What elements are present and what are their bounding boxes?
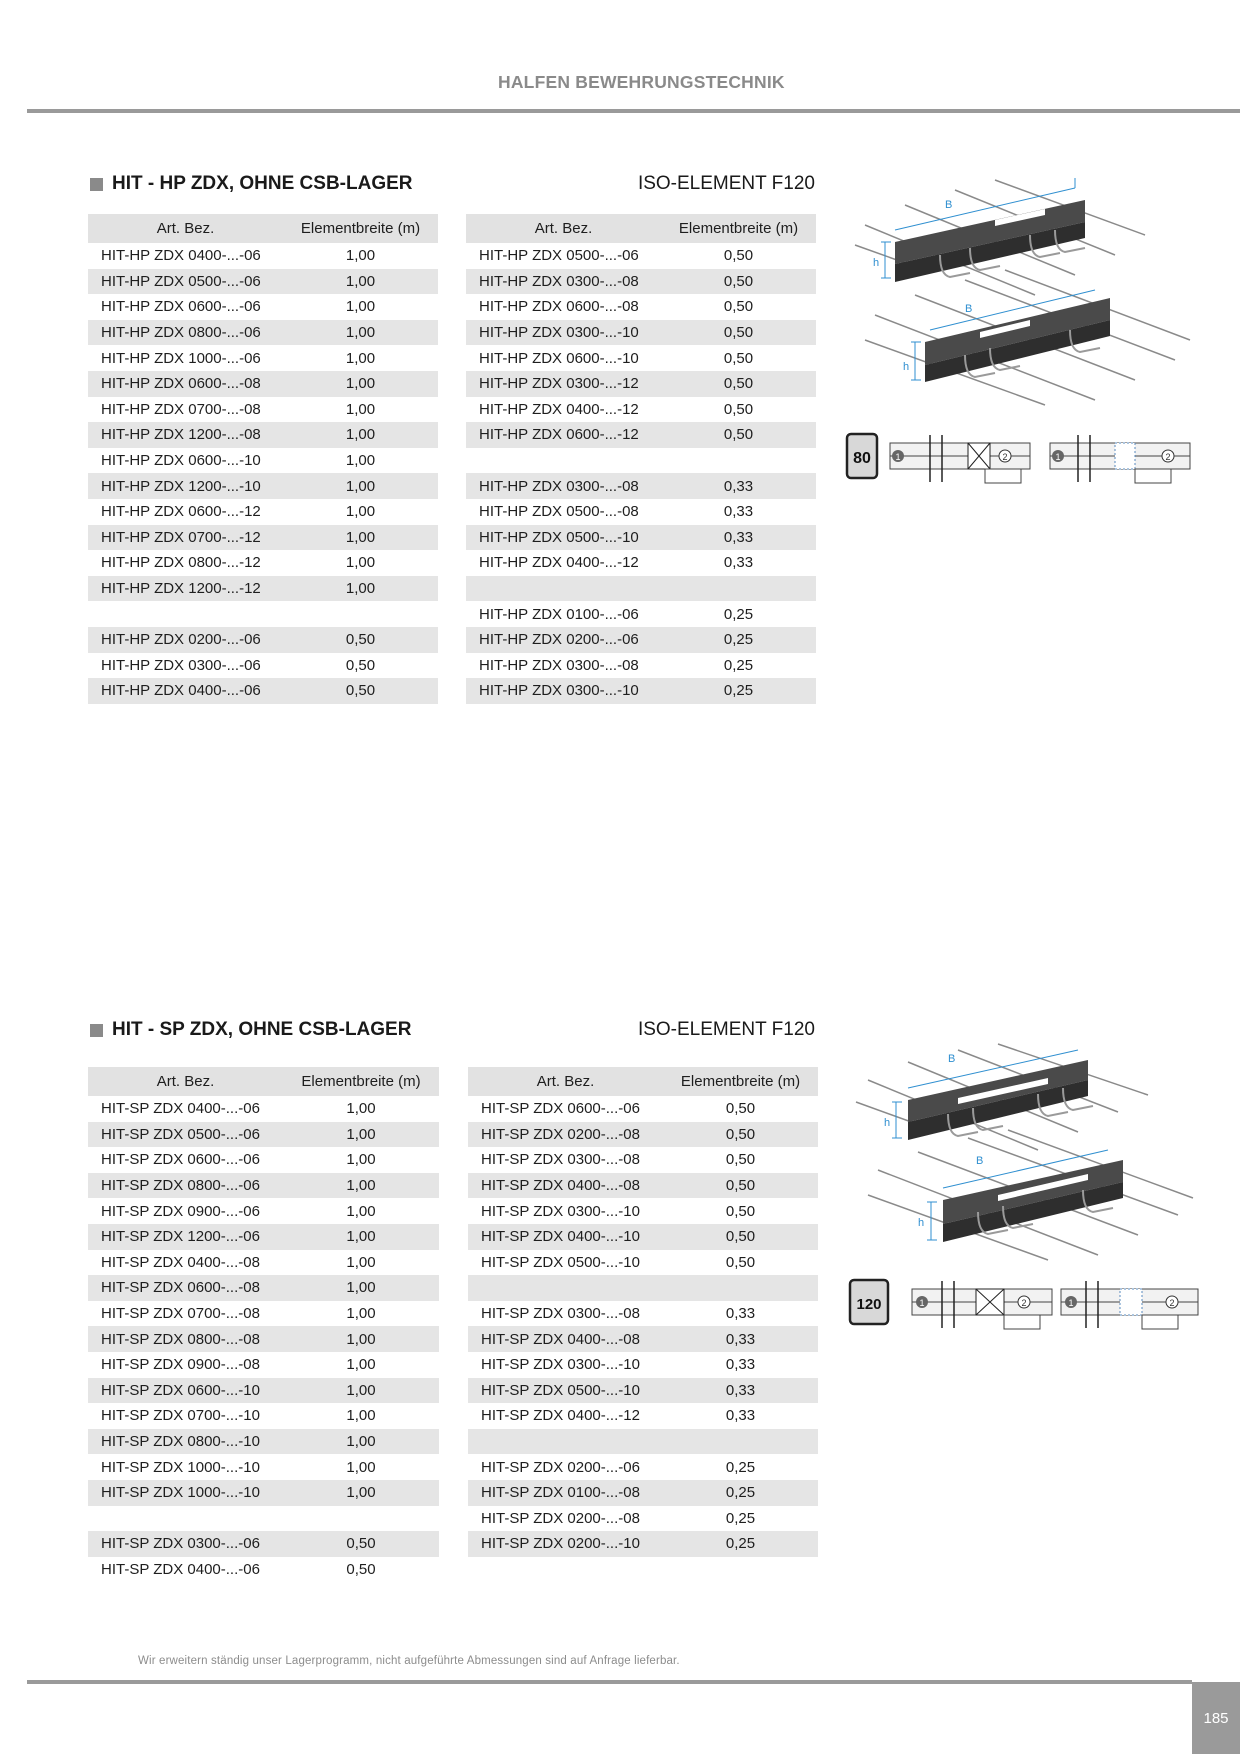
elementbreite-cell: 0,50 xyxy=(661,422,816,448)
art-bez-cell: HIT-HP ZDX 1200-...-12 xyxy=(88,576,283,602)
table-row xyxy=(468,1301,818,1327)
art-bez-cell: HIT-SP ZDX 1000-...-10 xyxy=(101,1458,260,1476)
table-row xyxy=(466,601,816,627)
table-row xyxy=(88,550,438,576)
elementbreite-cell: 0,33 xyxy=(725,1356,756,1374)
elementbreite-cell: 0,50 xyxy=(725,1202,756,1220)
art-bez-cell: HIT-SP ZDX 0400-...-12 xyxy=(481,1407,640,1425)
elementbreite-cell: 1,00 xyxy=(283,1480,439,1506)
elementbreite-cell: 0,25 xyxy=(663,1480,818,1506)
art-bez-cell: HIT-SP ZDX 1000-...-10 xyxy=(88,1480,283,1506)
square-bullet-icon xyxy=(90,1024,103,1037)
table-row xyxy=(468,1224,818,1250)
elementbreite-cell: 0,50 xyxy=(723,247,754,265)
table-row xyxy=(88,653,438,679)
elementbreite-cell: 0,50 xyxy=(663,1173,818,1199)
art-bez-cell: HIT-SP ZDX 0800-...-08 xyxy=(88,1326,283,1352)
art-bez-cell: HIT-HP ZDX 0300-...-06 xyxy=(101,656,261,674)
art-bez-cell: HIT-SP ZDX 0900-...-06 xyxy=(101,1202,260,1220)
dim-label-h: h xyxy=(884,1117,891,1129)
table-row xyxy=(88,1301,439,1327)
art-bez-cell: HIT-HP ZDX 0600-...-12 xyxy=(466,422,661,448)
table-row xyxy=(466,397,816,423)
table-row xyxy=(468,1480,818,1506)
table-row xyxy=(468,1352,818,1378)
table-row xyxy=(88,576,438,602)
table-row xyxy=(466,525,816,551)
section-heading-hp xyxy=(90,171,815,201)
table-row xyxy=(88,422,438,448)
art-bez-cell: HIT-SP ZDX 0200-...-06 xyxy=(481,1458,640,1476)
table-row xyxy=(88,1531,439,1557)
elementbreite-cell xyxy=(663,1429,818,1455)
elementbreite-cell: 0,33 xyxy=(725,1407,756,1425)
fire-rating-badge: 120 xyxy=(856,1296,882,1313)
section-title: HIT - SP ZDX, OHNE CSB-LAGER xyxy=(112,1019,412,1040)
elementbreite-cell: 1,00 xyxy=(345,298,376,316)
column-header-art-bez: Art. Bez. xyxy=(468,1067,663,1096)
elementbreite-cell: 0,50 xyxy=(661,320,816,346)
art-bez-cell: HIT-HP ZDX 0300-...-10 xyxy=(466,320,661,346)
elementbreite-cell: 0,50 xyxy=(723,349,754,367)
table-row xyxy=(466,627,816,653)
elementbreite-cell: 0,33 xyxy=(723,503,754,521)
column-header-elementbreite: Elementbreite (m) xyxy=(283,214,438,243)
art-bez-cell: HIT-HP ZDX 0300-...-10 xyxy=(466,678,661,704)
table-row xyxy=(468,1429,818,1455)
art-bez-cell: HIT-SP ZDX 0700-...-10 xyxy=(101,1407,260,1425)
art-bez-cell: HIT-HP ZDX 0300-...-08 xyxy=(466,473,661,499)
column-header-art-bez: Art. Bez. xyxy=(466,214,661,243)
art-bez-cell: HIT-HP ZDX 0100-...-06 xyxy=(479,605,639,623)
table-row xyxy=(88,1403,439,1429)
section-detail-icon xyxy=(890,435,1190,483)
table-row xyxy=(466,294,816,320)
elementbreite-cell: 1,00 xyxy=(283,1122,439,1148)
elementbreite-cell xyxy=(661,576,816,602)
elementbreite-cell: 0,50 xyxy=(345,656,376,674)
art-bez-cell: HIT-HP ZDX 0300-...-08 xyxy=(479,656,639,674)
art-bez-cell: HIT-HP ZDX 0300-...-12 xyxy=(466,371,661,397)
art-bez-cell: HIT-SP ZDX 0500-...-10 xyxy=(468,1378,663,1404)
elementbreite-cell: 0,50 xyxy=(283,1531,439,1557)
table-row xyxy=(88,627,438,653)
table-row xyxy=(88,1557,439,1583)
art-bez-cell: HIT-SP ZDX 0500-...-10 xyxy=(481,1253,640,1271)
page-number: 185 xyxy=(1192,1682,1240,1754)
art-bez-cell: HIT-HP ZDX 0400-...-12 xyxy=(479,554,639,572)
marker-1: 1 xyxy=(1068,1298,1074,1308)
art-bez-cell: HIT-SP ZDX 0300-...-10 xyxy=(481,1356,640,1374)
elementbreite-cell: 1,00 xyxy=(283,1326,439,1352)
table-row xyxy=(88,1224,439,1250)
table-row xyxy=(468,1147,818,1173)
art-bez-cell: HIT-SP ZDX 0200-...-10 xyxy=(468,1531,663,1557)
column-header-elementbreite: Elementbreite (m) xyxy=(283,1067,439,1096)
fire-rating-badge-icon xyxy=(850,1280,888,1324)
column-header-elementbreite: Elementbreite (m) xyxy=(663,1067,818,1096)
art-bez-cell: HIT-HP ZDX 0800-...-12 xyxy=(101,554,261,572)
art-bez-cell: HIT-SP ZDX 0300-...-08 xyxy=(481,1305,640,1323)
art-bez-cell: HIT-SP ZDX 0400-...-08 xyxy=(468,1173,663,1199)
table-row xyxy=(88,1173,439,1199)
art-bez-cell: HIT-SP ZDX 0600-...-08 xyxy=(88,1275,283,1301)
art-bez-cell xyxy=(466,448,661,474)
art-bez-cell: HIT-SP ZDX 0500-...-06 xyxy=(88,1122,283,1148)
elementbreite-cell: 1,00 xyxy=(346,1356,376,1374)
art-bez-cell: HIT-SP ZDX 0400-...-08 xyxy=(101,1253,260,1271)
marker-2: 2 xyxy=(1002,452,1008,462)
dim-label-h: h xyxy=(873,257,880,269)
table-row xyxy=(468,1531,818,1557)
elementbreite-cell: 1,00 xyxy=(346,1202,376,1220)
table-row xyxy=(466,576,816,602)
dim-label-b: B xyxy=(976,1155,984,1167)
elementbreite-cell: 0,50 xyxy=(283,678,438,704)
art-bez-cell: HIT-HP ZDX 0800-...-06 xyxy=(88,320,283,346)
elementbreite-cell: 1,00 xyxy=(283,473,438,499)
art-bez-cell: HIT-HP ZDX 0400-...-06 xyxy=(101,247,261,265)
elementbreite-cell: 0,50 xyxy=(283,627,438,653)
art-bez-cell xyxy=(468,1429,663,1455)
table-row xyxy=(466,422,816,448)
table-row xyxy=(466,499,816,525)
art-bez-cell: HIT-SP ZDX 0800-...-06 xyxy=(88,1173,283,1199)
elementbreite-cell: 0,33 xyxy=(725,1305,756,1323)
sp-element-figure xyxy=(848,1040,1208,1350)
elementbreite-cell: 1,00 xyxy=(283,422,438,448)
table-row xyxy=(466,550,816,576)
table-row xyxy=(466,320,816,346)
column-header-art-bez: Art. Bez. xyxy=(88,214,283,243)
elementbreite-cell: 1,00 xyxy=(345,503,376,521)
table-row xyxy=(466,269,816,295)
elementbreite-cell: 1,00 xyxy=(283,1173,439,1199)
elementbreite-cell: 0,25 xyxy=(723,656,754,674)
element-3d-drawing-icon xyxy=(856,1044,1193,1260)
elementbreite-cell: 0,50 xyxy=(663,1224,818,1250)
marker-2: 2 xyxy=(1169,1298,1175,1308)
art-bez-cell: HIT-HP ZDX 0700-...-12 xyxy=(88,525,283,551)
elementbreite-cell: 0,50 xyxy=(661,371,816,397)
dim-label-b: B xyxy=(948,1053,956,1065)
elementbreite-cell: 0,25 xyxy=(663,1531,818,1557)
art-bez-cell: HIT-HP ZDX 0500-...-08 xyxy=(479,503,639,521)
elementbreite-cell xyxy=(661,448,816,474)
header-divider xyxy=(27,109,1240,113)
art-bez-cell: HIT-SP ZDX 0300-...-10 xyxy=(481,1202,640,1220)
elementbreite-cell: 1,00 xyxy=(346,1253,376,1271)
elementbreite-cell: 0,50 xyxy=(725,1151,756,1169)
elementbreite-cell: 1,00 xyxy=(346,1305,376,1323)
art-bez-cell: HIT-SP ZDX 0200-...-08 xyxy=(481,1509,640,1527)
art-bez-cell: HIT-HP ZDX 0200-...-06 xyxy=(466,627,661,653)
table-row xyxy=(468,1096,818,1122)
elementbreite-cell: 1,00 xyxy=(283,525,438,551)
art-bez-cell: HIT-HP ZDX 0600-...-06 xyxy=(101,298,261,316)
elementbreite-cell: 0,33 xyxy=(661,525,816,551)
table-row xyxy=(88,294,438,320)
art-bez-cell: HIT-SP ZDX 0200-...-08 xyxy=(468,1122,663,1148)
table-row xyxy=(88,1378,439,1404)
art-bez-cell: HIT-HP ZDX 0400-...-06 xyxy=(88,678,283,704)
hp-element-figure xyxy=(845,170,1205,500)
art-bez-cell: HIT-SP ZDX 0900-...-08 xyxy=(101,1356,260,1374)
elementbreite-cell: 1,00 xyxy=(346,1100,376,1118)
dim-label-h: h xyxy=(918,1217,925,1229)
marker-1: 1 xyxy=(895,452,901,462)
art-bez-cell: HIT-SP ZDX 0100-...-08 xyxy=(468,1480,663,1506)
elementbreite-cell: 1,00 xyxy=(346,1151,376,1169)
table-row xyxy=(466,473,816,499)
elementbreite-cell xyxy=(663,1275,818,1301)
dim-label-h: h xyxy=(903,361,910,373)
section-subtitle: ISO-ELEMENT F120 xyxy=(637,173,815,194)
elementbreite-cell: 0,50 xyxy=(346,1560,376,1578)
table-row xyxy=(88,1122,439,1148)
table-row xyxy=(88,243,438,269)
fire-rating-badge-icon xyxy=(847,434,877,478)
table-row xyxy=(88,371,438,397)
table-row xyxy=(88,499,438,525)
table-header-row xyxy=(88,1067,439,1096)
table-header-row xyxy=(468,1067,818,1096)
table-row xyxy=(88,1275,439,1301)
table-row xyxy=(88,1352,439,1378)
elementbreite-cell: 1,00 xyxy=(283,1275,439,1301)
table-row xyxy=(466,448,816,474)
elementbreite-cell: 1,00 xyxy=(283,371,438,397)
table-row xyxy=(88,1250,439,1276)
art-bez-cell: HIT-SP ZDX 0300-...-08 xyxy=(481,1151,640,1169)
table-row xyxy=(88,678,438,704)
elementbreite-cell: 1,00 xyxy=(346,1458,376,1476)
art-bez-cell: HIT-HP ZDX 0600-...-10 xyxy=(479,349,639,367)
section-detail-icon xyxy=(912,1281,1198,1329)
table-row xyxy=(88,1429,439,1455)
elementbreite-cell: 0,50 xyxy=(725,1253,756,1271)
elementbreite-cell: 1,00 xyxy=(345,554,376,572)
elementbreite-cell: 0,25 xyxy=(725,1509,756,1527)
section-heading-sp xyxy=(90,1017,815,1047)
column-header-art-bez: Art. Bez. xyxy=(88,1067,283,1096)
art-bez-cell xyxy=(466,576,661,602)
marker-2: 2 xyxy=(1165,452,1171,462)
fire-rating-badge: 80 xyxy=(853,450,871,467)
art-bez-cell: HIT-HP ZDX 0600-...-08 xyxy=(88,371,283,397)
sp-table-right xyxy=(468,1067,818,1557)
elementbreite-cell: 1,00 xyxy=(345,349,376,367)
elementbreite-cell: 0,25 xyxy=(661,678,816,704)
art-bez-cell xyxy=(88,601,283,627)
elementbreite-cell: 1,00 xyxy=(283,320,438,346)
elementbreite-cell: 1,00 xyxy=(345,452,376,470)
art-bez-cell: HIT-HP ZDX 0600-...-12 xyxy=(101,503,261,521)
elementbreite-cell: 1,00 xyxy=(283,269,438,295)
page-header-title: HALFEN BEWEHRUNGSTECHNIK xyxy=(498,72,785,92)
elementbreite-cell: 1,00 xyxy=(283,1429,439,1455)
elementbreite-cell: 0,33 xyxy=(723,554,754,572)
sp-table-left xyxy=(88,1067,439,1582)
elementbreite-cell: 0,50 xyxy=(725,1100,756,1118)
table-row xyxy=(468,1326,818,1352)
elementbreite-cell: 0,25 xyxy=(661,627,816,653)
table-row xyxy=(466,243,816,269)
elementbreite-cell: 0,50 xyxy=(663,1122,818,1148)
table-row xyxy=(88,601,438,627)
art-bez-cell xyxy=(88,1506,283,1532)
elementbreite-cell xyxy=(283,601,438,627)
art-bez-cell: HIT-HP ZDX 0500-...-06 xyxy=(88,269,283,295)
marker-1: 1 xyxy=(919,1298,925,1308)
elementbreite-cell: 0,50 xyxy=(723,298,754,316)
table-row xyxy=(468,1250,818,1276)
art-bez-cell: HIT-HP ZDX 0600-...-08 xyxy=(479,298,639,316)
table-header-row xyxy=(466,214,816,243)
dim-label-b: B xyxy=(965,303,973,315)
table-row xyxy=(468,1506,818,1532)
art-bez-cell: HIT-HP ZDX 0600-...-10 xyxy=(101,452,261,470)
art-bez-cell: HIT-HP ZDX 1200-...-08 xyxy=(88,422,283,448)
elementbreite-cell: 0,33 xyxy=(663,1378,818,1404)
marker-1: 1 xyxy=(1055,452,1061,462)
table-row xyxy=(468,1198,818,1224)
table-row xyxy=(468,1122,818,1148)
art-bez-cell: HIT-SP ZDX 1200-...-06 xyxy=(88,1224,283,1250)
table-row xyxy=(468,1275,818,1301)
table-row xyxy=(88,269,438,295)
art-bez-cell: HIT-HP ZDX 0400-...-12 xyxy=(479,400,639,418)
table-row xyxy=(88,1454,439,1480)
elementbreite-cell: 1,00 xyxy=(345,400,376,418)
elementbreite-cell: 0,33 xyxy=(663,1326,818,1352)
section-title: HIT - HP ZDX, OHNE CSB-LAGER xyxy=(112,173,413,194)
elementbreite-cell: 0,25 xyxy=(723,605,754,623)
marker-2: 2 xyxy=(1021,1298,1027,1308)
table-row xyxy=(466,345,816,371)
table-header-row xyxy=(88,214,438,243)
table-row xyxy=(88,345,438,371)
art-bez-cell: HIT-HP ZDX 0300-...-08 xyxy=(466,269,661,295)
elementbreite-cell: 0,25 xyxy=(725,1458,756,1476)
column-header-elementbreite: Elementbreite (m) xyxy=(661,214,816,243)
table-row xyxy=(468,1454,818,1480)
art-bez-cell: HIT-HP ZDX 1000-...-06 xyxy=(101,349,261,367)
section-subtitle: ISO-ELEMENT F120 xyxy=(637,1019,815,1040)
art-bez-cell: HIT-HP ZDX 0500-...-10 xyxy=(466,525,661,551)
art-bez-cell: HIT-SP ZDX 0700-...-08 xyxy=(101,1305,260,1323)
elementbreite-cell: 0,33 xyxy=(661,473,816,499)
table-row xyxy=(468,1378,818,1404)
table-row xyxy=(466,678,816,704)
footer-divider xyxy=(27,1680,1192,1684)
art-bez-cell: HIT-SP ZDX 0300-...-06 xyxy=(88,1531,283,1557)
footnote: Wir erweitern ständig unser Lagerprogramm, nicht aufgeführte Abmessungen sind auf Anfrage lieferbar. xyxy=(138,1655,680,1667)
elementbreite-cell: 1,00 xyxy=(345,247,376,265)
art-bez-cell xyxy=(468,1275,663,1301)
art-bez-cell: HIT-HP ZDX 0700-...-08 xyxy=(101,400,261,418)
art-bez-cell: HIT-SP ZDX 0400-...-10 xyxy=(468,1224,663,1250)
table-row xyxy=(88,1480,439,1506)
elementbreite-cell: 0,50 xyxy=(723,400,754,418)
table-row xyxy=(88,448,438,474)
art-bez-cell: HIT-SP ZDX 0600-...-06 xyxy=(101,1151,260,1169)
hp-table-left xyxy=(88,214,438,704)
art-bez-cell: HIT-HP ZDX 0500-...-06 xyxy=(479,247,639,265)
art-bez-cell: HIT-SP ZDX 0400-...-08 xyxy=(468,1326,663,1352)
table-row xyxy=(88,1147,439,1173)
elementbreite-cell: 1,00 xyxy=(283,576,438,602)
hp-table-right xyxy=(466,214,816,704)
art-bez-cell: HIT-HP ZDX 1200-...-10 xyxy=(88,473,283,499)
elementbreite-cell: 0,50 xyxy=(661,269,816,295)
table-row xyxy=(88,473,438,499)
table-row xyxy=(88,1326,439,1352)
table-row xyxy=(88,397,438,423)
table-row xyxy=(468,1173,818,1199)
art-bez-cell: HIT-HP ZDX 0200-...-06 xyxy=(88,627,283,653)
elementbreite-cell: 1,00 xyxy=(283,1224,439,1250)
dim-label-b: B xyxy=(945,199,953,211)
table-row xyxy=(466,371,816,397)
element-3d-drawing-icon xyxy=(855,178,1190,405)
art-bez-cell: HIT-SP ZDX 0600-...-06 xyxy=(481,1100,640,1118)
table-row xyxy=(466,653,816,679)
table-row xyxy=(468,1403,818,1429)
art-bez-cell: HIT-SP ZDX 0600-...-10 xyxy=(88,1378,283,1404)
table-row xyxy=(88,320,438,346)
table-row xyxy=(88,1506,439,1532)
elementbreite-cell: 1,00 xyxy=(346,1407,376,1425)
table-row xyxy=(88,525,438,551)
square-bullet-icon xyxy=(90,178,103,191)
art-bez-cell: HIT-SP ZDX 0400-...-06 xyxy=(101,1560,260,1578)
table-row xyxy=(88,1096,439,1122)
table-row xyxy=(88,1198,439,1224)
art-bez-cell: HIT-SP ZDX 0800-...-10 xyxy=(88,1429,283,1455)
elementbreite-cell: 1,00 xyxy=(283,1378,439,1404)
art-bez-cell: HIT-SP ZDX 0400-...-06 xyxy=(101,1100,260,1118)
elementbreite-cell xyxy=(283,1506,439,1532)
